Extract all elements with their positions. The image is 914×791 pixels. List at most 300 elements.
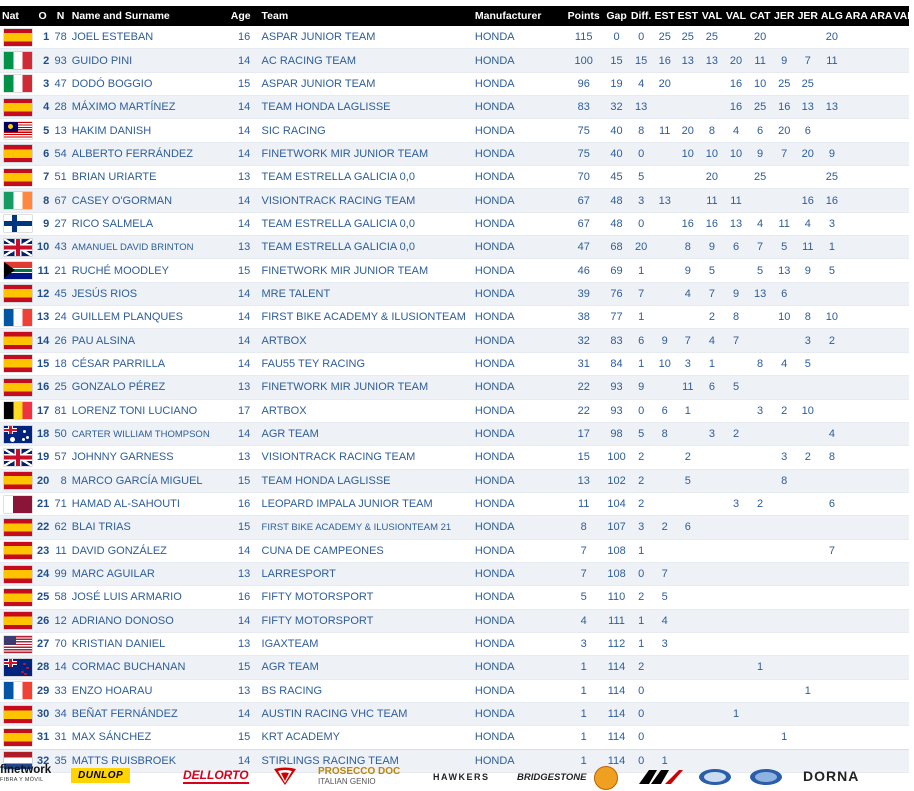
rider-number: 8 [51, 469, 69, 492]
race-points [796, 516, 820, 539]
diff: 7 [629, 282, 654, 305]
race-points: 16 [772, 96, 796, 119]
rider-name: CORMAC BUCHANAN [70, 656, 229, 679]
table-row[interactable] [0, 422, 909, 445]
race-points [869, 562, 894, 585]
race-points [844, 586, 869, 609]
race-points: 8 [653, 422, 676, 445]
team-name: IGAXTEAM [260, 632, 473, 655]
table-row[interactable] [0, 49, 909, 72]
race-points: 11 [820, 49, 845, 72]
race-points [893, 516, 909, 539]
race-points [893, 586, 909, 609]
race-points: 7 [796, 49, 820, 72]
rider-name: MATTS RUISBROEK [70, 749, 229, 772]
diff: 2 [629, 656, 654, 679]
race-points [869, 609, 894, 632]
race-points: 11 [796, 236, 820, 259]
gap: 45 [604, 166, 629, 189]
table-row[interactable] [0, 376, 909, 399]
manufacturer: HONDA [473, 306, 563, 329]
flag-icon [4, 426, 32, 443]
rider-name: MARCO GARCÍA MIGUEL [70, 469, 229, 492]
race-points [700, 656, 725, 679]
rider-number: 21 [51, 259, 69, 282]
race-points [893, 539, 909, 562]
race-points: 9 [700, 236, 725, 259]
table-row[interactable] [0, 492, 909, 515]
race-points [796, 609, 820, 632]
table-row[interactable] [0, 236, 909, 259]
bridgestone-logo[interactable]: BRIDGESTONE [517, 772, 587, 783]
position: 11 [34, 259, 51, 282]
race-points [869, 539, 894, 562]
race-points [869, 72, 894, 95]
table-row[interactable] [0, 446, 909, 469]
rider-age: 14 [229, 422, 260, 445]
race-points: 3 [820, 212, 845, 235]
race-points [893, 399, 909, 422]
race-points [772, 632, 796, 655]
table-row[interactable] [0, 96, 909, 119]
race-points [820, 399, 845, 422]
points: 67 [563, 212, 604, 235]
race-points [796, 586, 820, 609]
race-points [844, 212, 869, 235]
race-points: 7 [748, 236, 773, 259]
rider-name: GUIDO PINI [70, 49, 229, 72]
rider-name: BLAI TRIAS [70, 516, 229, 539]
table-row[interactable] [0, 72, 909, 95]
gap: 93 [604, 376, 629, 399]
column-header: EST [653, 6, 676, 26]
points: 13 [563, 469, 604, 492]
table-row[interactable] [0, 632, 909, 655]
race-points: 2 [653, 516, 676, 539]
diff: 2 [629, 586, 654, 609]
position: 20 [34, 469, 51, 492]
race-points: 2 [796, 446, 820, 469]
honda-wing-logo[interactable] [270, 766, 300, 786]
rfme-badge-logo[interactable] [748, 767, 784, 787]
rider-name: MAX SÁNCHEZ [70, 726, 229, 749]
table-row[interactable] [0, 259, 909, 282]
gap: 102 [604, 469, 629, 492]
race-points: 20 [748, 26, 773, 49]
rider-number: 28 [51, 96, 69, 119]
rider-age: 14 [229, 282, 260, 305]
nat-cell [0, 539, 34, 562]
flag-icon [4, 706, 32, 723]
position: 30 [34, 702, 51, 725]
diff: 20 [629, 236, 654, 259]
hawkers-logo[interactable]: HAWKERS [433, 772, 490, 782]
rider-age: 16 [229, 26, 260, 49]
position: 13 [34, 306, 51, 329]
rider-name: RUCHÉ MOODLEY [70, 259, 229, 282]
rider-number: 25 [51, 376, 69, 399]
race-points: 20 [820, 26, 845, 49]
table-row[interactable] [0, 352, 909, 375]
gap: 69 [604, 259, 629, 282]
race-points [820, 679, 845, 702]
table-row[interactable] [0, 399, 909, 422]
race-points [676, 702, 700, 725]
race-points [796, 726, 820, 749]
team-name: ASPAR JUNIOR TEAM [260, 72, 473, 95]
race-points [844, 516, 869, 539]
team-name: BS RACING [260, 679, 473, 702]
rider-age: 15 [229, 516, 260, 539]
race-points [844, 726, 869, 749]
team-name: FIFTY MOTORSPORT [260, 586, 473, 609]
estrella-galicia-logo[interactable] [594, 766, 618, 790]
race-points [820, 609, 845, 632]
race-points [700, 609, 725, 632]
rider-name: AMANUEL DAVID BRINTON [70, 236, 229, 259]
race-points [700, 539, 725, 562]
race-points [748, 306, 773, 329]
points: 8 [563, 516, 604, 539]
table-row[interactable] [0, 26, 909, 49]
race-points [653, 96, 676, 119]
position: 23 [34, 539, 51, 562]
points: 1 [563, 679, 604, 702]
position: 10 [34, 236, 51, 259]
gap: 108 [604, 539, 629, 562]
points: 75 [563, 119, 604, 142]
manufacturer: HONDA [473, 446, 563, 469]
race-points [700, 399, 725, 422]
race-points [820, 119, 845, 142]
finetwork-logo[interactable]: finetwork FIBRA Y MÓVIL [0, 764, 52, 783]
gap: 111 [604, 609, 629, 632]
flag-icon [4, 122, 32, 139]
table-row[interactable] [0, 282, 909, 305]
rider-number: 58 [51, 586, 69, 609]
race-points [869, 702, 894, 725]
nat-cell [0, 72, 34, 95]
race-points [893, 212, 909, 235]
race-points: 13 [700, 49, 725, 72]
race-points [796, 422, 820, 445]
race-points: 1 [796, 679, 820, 702]
race-points: 13 [676, 49, 700, 72]
rider-age: 13 [229, 632, 260, 655]
race-points [724, 446, 748, 469]
race-points [820, 632, 845, 655]
race-points [869, 656, 894, 679]
column-header: ARA [869, 6, 894, 26]
table-row[interactable] [0, 166, 909, 189]
race-points [844, 166, 869, 189]
race-points [748, 726, 773, 749]
fim-badge-logo[interactable] [697, 767, 733, 787]
points: 22 [563, 376, 604, 399]
points: 46 [563, 259, 604, 282]
race-points [724, 352, 748, 375]
race-points: 5 [820, 259, 845, 282]
race-points [893, 142, 909, 165]
rider-age: 15 [229, 259, 260, 282]
rider-name: CÉSAR PARRILLA [70, 352, 229, 375]
rider-age: 16 [229, 586, 260, 609]
flag-icon [4, 379, 32, 396]
race-points: 4 [772, 352, 796, 375]
race-points [748, 679, 773, 702]
race-points: 11 [653, 119, 676, 142]
rider-name: LORENZ TONI LUCIANO [70, 399, 229, 422]
nat-cell [0, 516, 34, 539]
flag-icon [4, 659, 32, 676]
rider-number: 31 [51, 726, 69, 749]
race-points: 25 [796, 72, 820, 95]
race-points: 9 [820, 142, 845, 165]
race-points [869, 166, 894, 189]
team-name: FAU55 TEY RACING [260, 352, 473, 375]
diff: 0 [629, 142, 654, 165]
position: 2 [34, 49, 51, 72]
table-row[interactable] [0, 702, 909, 725]
gap: 114 [604, 702, 629, 725]
race-points: 10 [820, 306, 845, 329]
race-points: 7 [700, 282, 725, 305]
race-points [844, 26, 869, 49]
rider-number: 57 [51, 446, 69, 469]
race-points: 9 [796, 259, 820, 282]
gap: 19 [604, 72, 629, 95]
column-header: Nat [0, 6, 34, 26]
table-row[interactable] [0, 142, 909, 165]
race-points [700, 469, 725, 492]
team-name: TEAM ESTRELLA GALICIA 0,0 [260, 166, 473, 189]
rider-name: HAKIM DANISH [70, 119, 229, 142]
race-points: 3 [772, 446, 796, 469]
race-points: 3 [676, 352, 700, 375]
race-points: 1 [653, 749, 676, 772]
nat-cell [0, 446, 34, 469]
race-points [653, 726, 676, 749]
manufacturer: HONDA [473, 142, 563, 165]
nat-cell [0, 166, 34, 189]
rider-name: BEÑAT FERNÁNDEZ [70, 702, 229, 725]
points: 83 [563, 96, 604, 119]
race-points [676, 539, 700, 562]
race-points [772, 679, 796, 702]
race-points: 6 [748, 119, 773, 142]
points: 32 [563, 329, 604, 352]
manufacturer: HONDA [473, 539, 563, 562]
flag-icon [4, 75, 32, 92]
race-points: 16 [676, 212, 700, 235]
race-points: 5 [676, 469, 700, 492]
team-name: AGR TEAM [260, 422, 473, 445]
rider-name: GUILLEM PLANQUES [70, 306, 229, 329]
race-points [844, 329, 869, 352]
gap: 108 [604, 562, 629, 585]
rider-age: 14 [229, 306, 260, 329]
flag-icon [4, 145, 32, 162]
race-points: 10 [748, 72, 773, 95]
team-name: TEAM HONDA LAGLISSE [260, 96, 473, 119]
position: 9 [34, 212, 51, 235]
race-points: 20 [676, 119, 700, 142]
gap: 0 [604, 26, 629, 49]
race-points [869, 632, 894, 655]
nat-cell [0, 212, 34, 235]
race-points [893, 306, 909, 329]
nat-cell [0, 702, 34, 725]
table-row[interactable] [0, 562, 909, 585]
race-points: 2 [772, 399, 796, 422]
rider-number: 67 [51, 189, 69, 212]
table-row[interactable] [0, 516, 909, 539]
diff: 1 [629, 306, 654, 329]
rider-age: 14 [229, 142, 260, 165]
race-points [844, 119, 869, 142]
nat-cell [0, 726, 34, 749]
column-header: Gap [604, 6, 629, 26]
diff: 0 [629, 26, 654, 49]
nat-cell [0, 632, 34, 655]
flag-icon [4, 355, 32, 372]
diff: 2 [629, 469, 654, 492]
team-name: VISIONTRACK RACING TEAM [260, 446, 473, 469]
table-row[interactable] [0, 119, 909, 142]
team-name: ARTBOX [260, 399, 473, 422]
diff: 13 [629, 96, 654, 119]
flag-icon [4, 239, 32, 256]
prosecco-logo[interactable]: PROSECCO DOC ITALIAN GENIO [318, 766, 401, 786]
race-points [869, 96, 894, 119]
team-name: FIRST BIKE ACADEMY & ILUSIONTEAM [260, 306, 473, 329]
race-points [893, 632, 909, 655]
table-row[interactable] [0, 726, 909, 749]
column-header: ARA [844, 6, 869, 26]
race-points [724, 632, 748, 655]
race-points [796, 492, 820, 515]
position: 25 [34, 586, 51, 609]
rider-name: ENZO HOARAU [70, 679, 229, 702]
gap: 84 [604, 352, 629, 375]
flag-icon [4, 285, 32, 302]
race-points: 5 [748, 259, 773, 282]
race-points: 25 [748, 166, 773, 189]
race-points: 25 [700, 26, 725, 49]
manufacturer: HONDA [473, 492, 563, 515]
position: 5 [34, 119, 51, 142]
race-points [700, 72, 725, 95]
race-points: 25 [653, 26, 676, 49]
rider-age: 13 [229, 446, 260, 469]
flag-icon [4, 472, 32, 489]
race-points [893, 96, 909, 119]
dorna-logo[interactable]: DORNA [803, 768, 860, 784]
points: 17 [563, 422, 604, 445]
race-points [700, 96, 725, 119]
table-row[interactable] [0, 609, 909, 632]
race-points [796, 562, 820, 585]
race-points: 6 [820, 492, 845, 515]
race-points [844, 632, 869, 655]
position: 29 [34, 679, 51, 702]
gap: 104 [604, 492, 629, 515]
race-points: 8 [700, 119, 725, 142]
diff: 5 [629, 166, 654, 189]
table-row[interactable] [0, 656, 909, 679]
rider-name: DAVID GONZÁLEZ [70, 539, 229, 562]
table-row[interactable] [0, 586, 909, 609]
points: 1 [563, 702, 604, 725]
race-points [844, 259, 869, 282]
race-points: 13 [653, 189, 676, 212]
flag-icon [4, 402, 32, 419]
race-points [772, 422, 796, 445]
manufacturer: HONDA [473, 469, 563, 492]
manufacturer: HONDA [473, 282, 563, 305]
team-name: FIFTY MOTORSPORT [260, 609, 473, 632]
nat-cell [0, 26, 34, 49]
table-row[interactable] [0, 212, 909, 235]
race-points: 7 [772, 142, 796, 165]
column-header: O [34, 6, 51, 26]
race-points [820, 516, 845, 539]
table-row[interactable] [0, 329, 909, 352]
nat-cell [0, 586, 34, 609]
column-header: Points [563, 6, 604, 26]
flag-icon [4, 192, 32, 209]
race-points [893, 726, 909, 749]
race-points [844, 492, 869, 515]
rider-name: GONZALO PÉREZ [70, 376, 229, 399]
dunlop-logo[interactable]: DUNLOP [71, 768, 130, 783]
race-points: 3 [796, 329, 820, 352]
race-points [893, 49, 909, 72]
table-row[interactable] [0, 469, 909, 492]
flag-icon [4, 215, 32, 232]
rider-age: 15 [229, 656, 260, 679]
team-name: KRT ACADEMY [260, 726, 473, 749]
race-points [893, 469, 909, 492]
race-points: 2 [748, 492, 773, 515]
race-points: 1 [724, 702, 748, 725]
gap: 114 [604, 726, 629, 749]
rider-age: 17 [229, 399, 260, 422]
motogp-logo[interactable] [635, 766, 685, 788]
dellorto-logo[interactable]: DELLORTO [183, 768, 249, 782]
nat-cell [0, 352, 34, 375]
race-points [653, 469, 676, 492]
rider-number: 47 [51, 72, 69, 95]
table-row[interactable] [0, 306, 909, 329]
nat-cell [0, 119, 34, 142]
gap: 48 [604, 212, 629, 235]
race-points: 8 [748, 352, 773, 375]
table-row[interactable] [0, 679, 909, 702]
race-points: 6 [724, 236, 748, 259]
diff: 15 [629, 49, 654, 72]
rider-number: 45 [51, 282, 69, 305]
manufacturer: HONDA [473, 562, 563, 585]
manufacturer: HONDA [473, 26, 563, 49]
table-row[interactable] [0, 539, 909, 562]
table-row[interactable] [0, 189, 909, 212]
manufacturer: HONDA [473, 72, 563, 95]
column-header: Name and Surname [70, 6, 229, 26]
race-points [653, 376, 676, 399]
rider-number: 13 [51, 119, 69, 142]
race-points: 16 [700, 212, 725, 235]
